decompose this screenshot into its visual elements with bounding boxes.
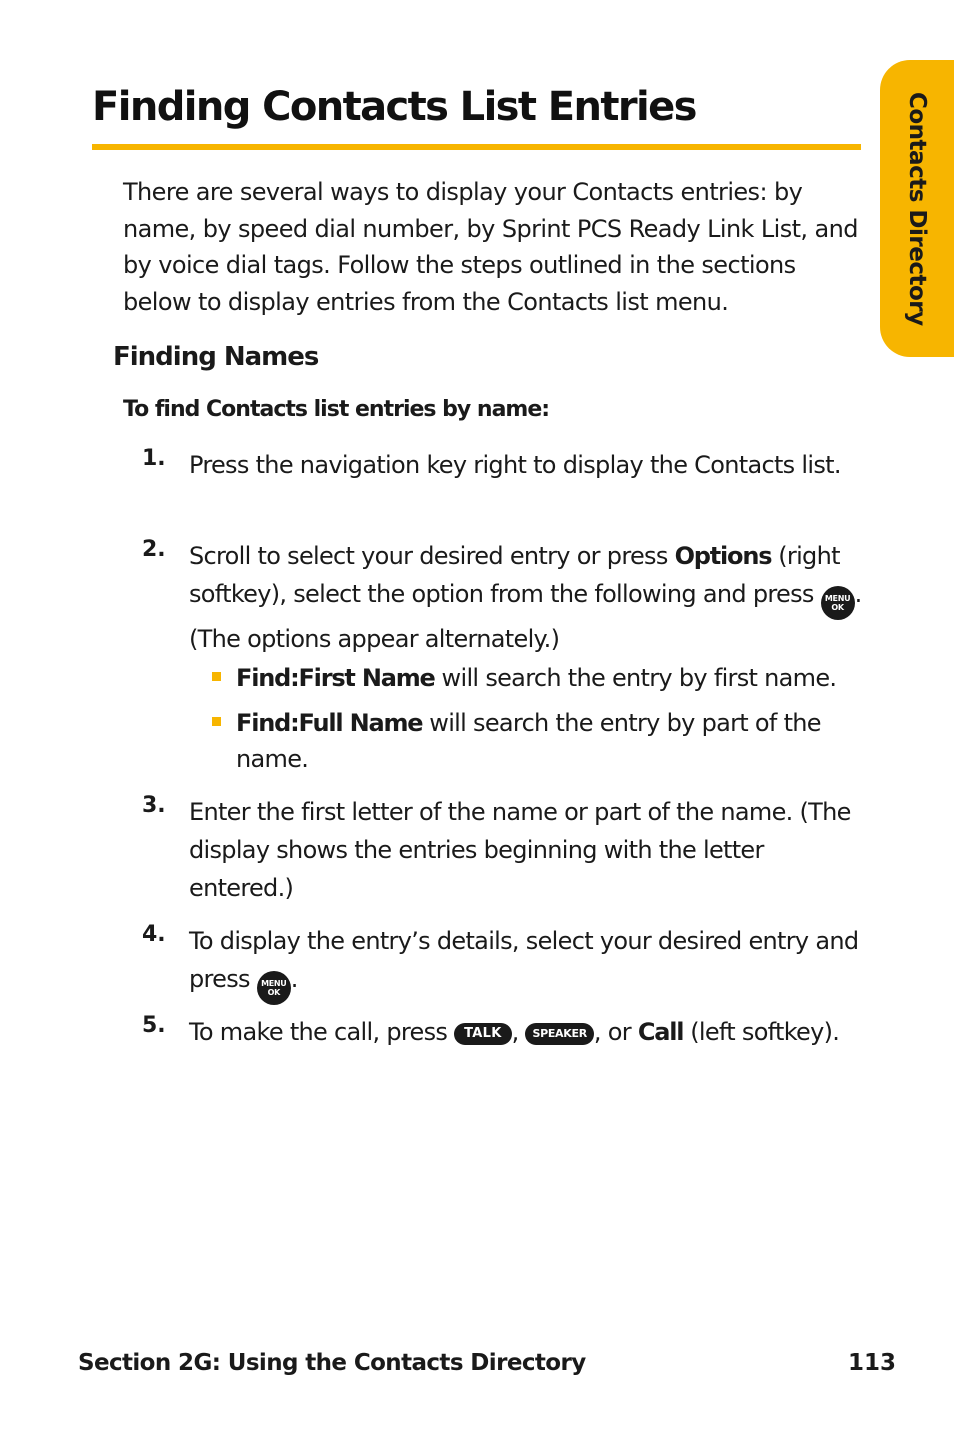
page-number: 113 <box>847 1350 896 1376</box>
step-text: Press the navigation key right to display the Contacts list. <box>189 451 841 479</box>
step-number: 1. <box>142 446 166 471</box>
step-number: 3. <box>142 793 166 818</box>
option-label: Find:Full Name <box>236 709 423 737</box>
menu-ok-key-icon: MENU OK <box>257 971 291 1005</box>
speaker-key-icon: SPEAKER <box>525 1023 593 1045</box>
step-text: To display the entry’s details, select your desired entry and press MENU OK . <box>189 922 869 1005</box>
intro-paragraph: There are several ways to display your Contacts entries: by name, by speed dial number, by Sprint PCS Ready Link List, and by voice dial tags. Follow the steps outlined in the sections below to display entries from the Contacts list menu. <box>123 178 858 317</box>
step-number: 2. <box>142 537 166 562</box>
menu-ok-key-icon: MENU OK <box>821 586 855 620</box>
bullet-square-icon <box>212 672 221 681</box>
section-heading: Finding Names <box>113 342 319 372</box>
procedure-label: To find Contacts list entries by name: <box>123 397 550 422</box>
page-title: Finding Contacts List Entries <box>92 84 696 130</box>
talk-key-icon: TALK <box>454 1023 511 1045</box>
footer-section-title: Section 2G: Using the Contacts Directory <box>78 1350 586 1376</box>
bullet-square-icon <box>212 717 221 726</box>
step-text: Scroll to select your desired entry or press Options (right softkey), select the option from the following and press MENU OK . (The options appear alternately.) <box>189 542 862 653</box>
option-label: Find:First Name <box>236 664 435 692</box>
step-text: Enter the first letter of the name or part of the name. (The display shows the entries beginning with the letter entered.) <box>189 798 851 902</box>
section-side-tab: Contacts Directory <box>880 60 954 357</box>
step-number: 5. <box>142 1013 166 1038</box>
step-number: 4. <box>142 922 166 947</box>
step-text: To make the call, press TALK , SPEAKER , or Call (left softkey). <box>189 1018 840 1046</box>
call-softkey-label: Call <box>637 1018 684 1046</box>
title-underline <box>92 144 861 150</box>
options-softkey-label: Options <box>674 542 772 570</box>
